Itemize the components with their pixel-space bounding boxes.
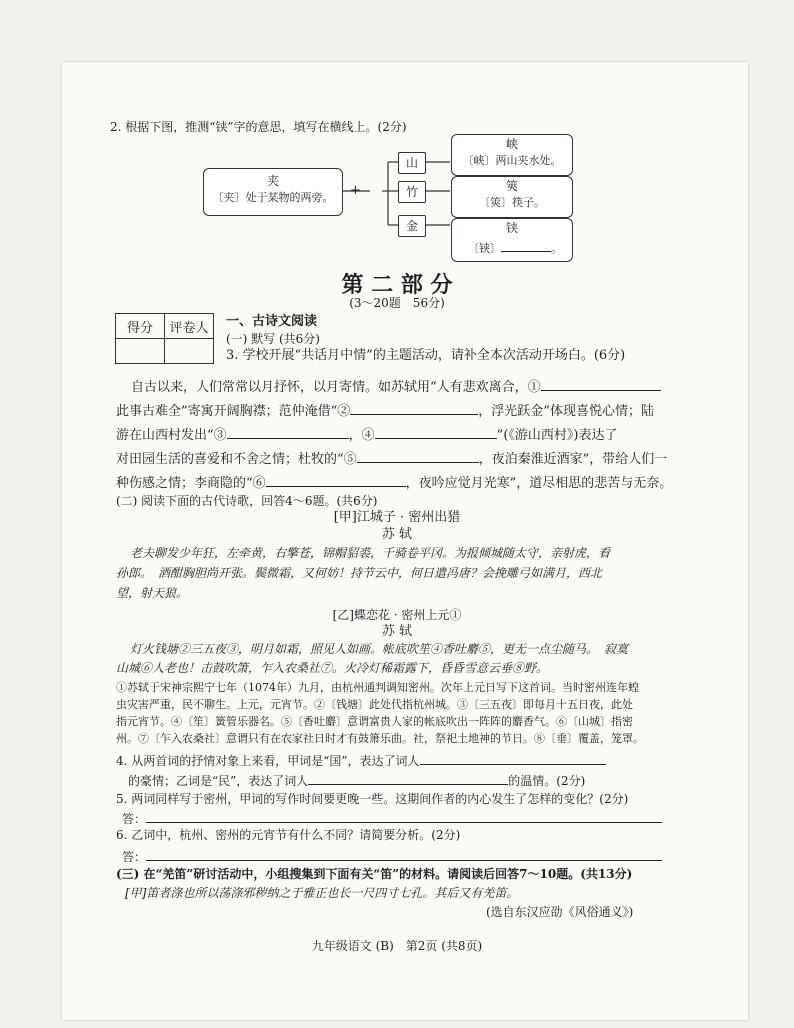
q5-answer-line[interactable] [146, 808, 662, 823]
poem2-title: [乙]蝶恋花 · 密州上元① [332, 608, 462, 622]
q3-text-1a: 自古以来，人们常常以月抒怀，以月寄情。如苏轼用“人有悲欢离合，① [131, 380, 541, 395]
q3-prompt: 3. 学校开展“共话月中情”的主题活动，请补全本次活动开场白。(6分) [226, 348, 626, 363]
poem2-line2: 山城⑥人老也！击鼓吹箫，乍入农桑社⑦。火冷灯稀霜露下，昏昏雪意云垂⑧野。 [116, 661, 549, 675]
char-xia-desc: 〔峡〕两山夹水处。 [462, 154, 562, 167]
q6-answer [122, 846, 662, 866]
char-jia: 夹 [266, 174, 279, 188]
part2-subtitle: (3～20题 56分) [349, 296, 445, 310]
section1-sub: (一) 默写 (共6分) [226, 332, 320, 346]
note-line-3: 指元宵节。④〔笙〕簧管乐器名。⑤〔香吐麝〕意谓富贵人家的帐底吹出一阵阵的麝香气。⑥〔山城〕指密 [116, 715, 633, 728]
q3-text-1b: 此事古难全”寄寓开阔胸襟；范仲淹借“② [116, 404, 351, 419]
note-line-1: ①苏轼于宋神宗熙宁七年（1074年）九月，由杭州通判调知密州。次年上元日写下这首词。当时密州连年蝗 [116, 681, 639, 694]
q3-line3 [116, 424, 617, 445]
q4-text-b: 的豪情；乙词是“民”，表达了词人 [128, 774, 309, 788]
section3-source: (选自东汉应劭《风俗通义》) [486, 905, 634, 919]
char-box-jia [203, 168, 343, 216]
poem1-line1: 老夫聊发少年狂，左牵黄，右擎苍，锦帽貂裘，千骑卷平冈。为报倾城随太守，亲射虎，看 [130, 546, 611, 560]
q3-line1 [131, 376, 661, 397]
q3-text-3b: ，夜泊秦淮近酒家”，带给人们一 [478, 452, 668, 467]
blank-3[interactable] [227, 424, 349, 439]
score-header: 得分 [116, 314, 165, 339]
char-box-jia-chopsticks [451, 176, 573, 218]
section3-title: (三) 在“羌笛”研讨活动中，小组搜集到下面有关“笛”的材料。请阅读后回答7～10题。(共13分) [116, 867, 633, 881]
note-line-4: 州。⑦〔乍入农桑社〕意谓只有在农家社日时才有鼓箫乐曲。社，祭祀土地神的节日。⑧〔垂〕覆盖，笼罩。 [116, 732, 644, 745]
q3-text-2b: ，④ [348, 428, 375, 443]
poem1-author: 苏 轼 [381, 527, 413, 542]
q3-line5 [116, 472, 672, 493]
q5-answer-label: 答： [122, 812, 147, 826]
radical-shan-label: 山 [405, 156, 418, 170]
q3-text-2a: 游在山西村发出“③ [116, 428, 227, 443]
score-table [115, 313, 214, 364]
char-jia-desc: 〔夹〕处于某物的两旁。 [212, 191, 334, 204]
q3-line4 [116, 448, 667, 469]
char-jia2: 筴 [505, 179, 518, 193]
char-jia3-end: 。 [551, 242, 562, 255]
section1-title: 一、古诗文阅读 [226, 314, 318, 329]
blank-1[interactable] [541, 376, 661, 391]
q3-line2 [116, 400, 654, 421]
q3-text-2c: ”(《游山西村》)表达了 [496, 428, 618, 443]
page-footer: 九年级语文 (B) 第2页 (共8页) [311, 939, 483, 953]
q3-text-1c: ，浮光跃金”体现喜悦心情；陆 [478, 404, 654, 419]
radical-shan [398, 152, 426, 174]
char-xia: 峡 [505, 137, 518, 151]
q4-blank-1[interactable] [420, 750, 606, 765]
poem2-author: 苏 轼 [381, 624, 413, 639]
q3-text-4b: ，夜吟应觉月光寒”，道尽相思的悲苦与无奈。 [405, 476, 673, 491]
blank-4[interactable] [375, 424, 497, 439]
q4-text-c: 的温情。(2分) [508, 774, 586, 788]
note-line-2: 虫灾害严重，民不聊生。上元，元宵节。②〔钱塘〕此处代指杭州城。③〔三五夜〕即每月十五日夜，此处 [116, 698, 633, 711]
section2-title: (二) 阅读下面的古代诗歌，回答4～6题。(共6分) [116, 494, 378, 508]
q6-prompt: 6. 乙词中，杭州、密州的元宵节有什么不同？请简要分析。(2分) [116, 828, 461, 842]
blank-2[interactable] [350, 400, 478, 415]
q5-prompt: 5. 两词同样写于密州，甲词的写作时间要更晚一些。这期间作者的内心发生了怎样的变化？(2分) [116, 792, 629, 806]
poem2-line1: 灯火钱塘②三五夜③，明月如霜，照见人如画。帐底吹笙④香吐麝⑤，更无一点尘随马。 寂寞 [130, 642, 629, 656]
blank-6[interactable] [266, 472, 406, 487]
char-jia3: 铗 [505, 221, 518, 235]
q3-text-3a: 对田园生活的喜爱和不舍之情；杜牧的“⑤ [116, 452, 357, 467]
blank-5[interactable] [357, 448, 479, 463]
q4-blank-2[interactable] [308, 770, 508, 785]
char-jia3-desc: 〔铗〕 [468, 242, 501, 255]
poem1-line3: 望，射天狼。 [116, 586, 189, 600]
q2-answer-blank[interactable] [501, 237, 551, 252]
poem1-title: [甲]江城子 · 密州出猎 [333, 510, 461, 525]
radical-jin-label: 金 [405, 219, 418, 233]
q4-line2 [128, 770, 585, 790]
grader-header: 评卷人 [165, 314, 214, 339]
grader-cell[interactable] [165, 339, 214, 364]
q5-answer [122, 808, 662, 828]
q4-text-a: 4. 从两首词的抒情对象上来看，甲词是“国”，表达了词人 [116, 754, 420, 768]
q4-line1 [116, 750, 606, 770]
char-box-xia [451, 134, 573, 176]
q6-answer-line[interactable] [146, 846, 662, 861]
poem1-line2: 孙郎。 酒酣胸胆尚开张。鬓微霜，又何妨！持节云中，何日遣冯唐？会挽雕弓如满月，西北 [116, 566, 603, 580]
radical-jin [398, 215, 426, 237]
q3-text-4a: 种伤感之情；李商隐的“⑥ [116, 476, 266, 491]
plus-sign: + [350, 183, 361, 198]
section3-material-jia: [甲]笛者涤也所以荡涤邪秽纳之于雅正也长一尺四寸七孔。其后又有羌笛。 [125, 886, 519, 900]
char-box-jia-sword [451, 218, 573, 262]
char-jia2-desc: 〔筴〕筷子。 [479, 196, 545, 209]
part2-title: 第 二 部 分 [341, 273, 453, 298]
q6-answer-label: 答： [122, 850, 147, 864]
radical-zhu-label: 竹 [405, 185, 418, 199]
q2-prompt: 2. 根据下图，推测“铗”字的意思，填写在横线上。(2分) [110, 120, 407, 134]
radical-zhu [398, 181, 426, 203]
score-cell[interactable] [116, 339, 165, 364]
